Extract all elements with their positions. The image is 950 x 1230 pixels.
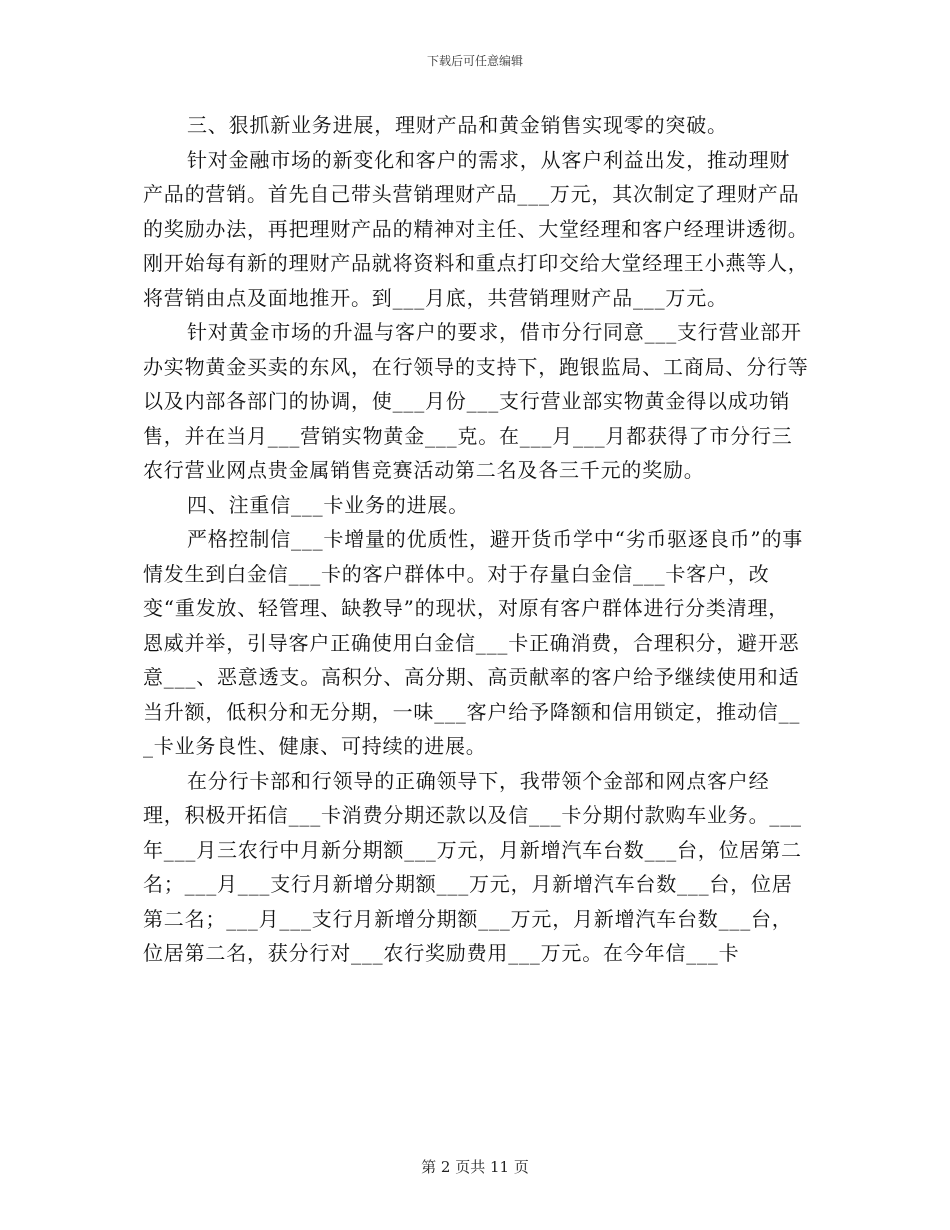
page-header: 下载后可任意编辑 bbox=[426, 54, 523, 68]
section-heading-3: 三、狠抓新业务进展，理财产品和黄金销售实现零的突破。 bbox=[187, 113, 728, 137]
paragraph-installment-business: 在分行卡部和行领导的正确领导下，我带领个金部和网点客户经理，积极开拓信___卡消费分期还款以及信___卡分期付款购车业务。___年___月三农行中月新分期额___万元，月新增汽车台数___台，位居第二名；___月___支行月新增分期额___万元，月新增汽车台数___台，位居第二名；___月___支行月新增分期额___万元，月新增汽车台数___台，位居第二名，获分行对___农行奖励费用___万元。在今年信___卡 bbox=[143, 768, 802, 965]
page-number-footer: 第 2 页共 11 页 bbox=[421, 1158, 529, 1176]
paragraph-gold-sales: 针对黄金市场的升温与客户的要求，借市分行同意___支行营业部开办实物黄金买卖的东风，在行领导的支持下，跑银监局、工商局、分行等以及内部各部门的协调，使___月份___支行营业部实物黄金得以成功销售，并在当月___营销实物黄金___克。在___月___月都获得了市分行三农行营业网点贵金属销售竞赛活动第二名及各三千元的奖励。 bbox=[143, 320, 809, 482]
document-body bbox=[143, 108, 809, 971]
paragraph-credit-card-quality: 严格控制信___卡增量的优质性，避开货币学中“劣币驱逐良币”的事情发生到白金信___卡的客户群体中。对于存量白金信___卡客户，改变“重发放、轻管理、缺教导”的现状，对原有客户群体进行分类清理，恩威并举，引导客户正确使用白金信___卡正确消费，合理积分，避开恶意___、恶意透支。高积分、高分期、高贡献率的客户给予继续使用和适当升额，低积分和无分期，一味___客户给予降额和信用锁定，推动信___卡业务良性、健康、可持续的进展。 bbox=[143, 527, 804, 758]
paragraph-wealth-products: 针对金融市场的新变化和客户的需求，从客户利益出发，推动理财产品的营销。首先自己带头营销理财产品___万元，其次制定了理财产品的奖励办法，再把理财产品的精神对主任、大堂经理和客户经理讲透彻。刚开始每有新的理财产品就将资料和重点打印交给大堂经理王小燕等人，将营销由点及面地推开。到___月底，共营销理财产品___万元。 bbox=[143, 147, 809, 310]
section-heading-4: 四、注重信___卡业务的进展。 bbox=[187, 492, 469, 517]
